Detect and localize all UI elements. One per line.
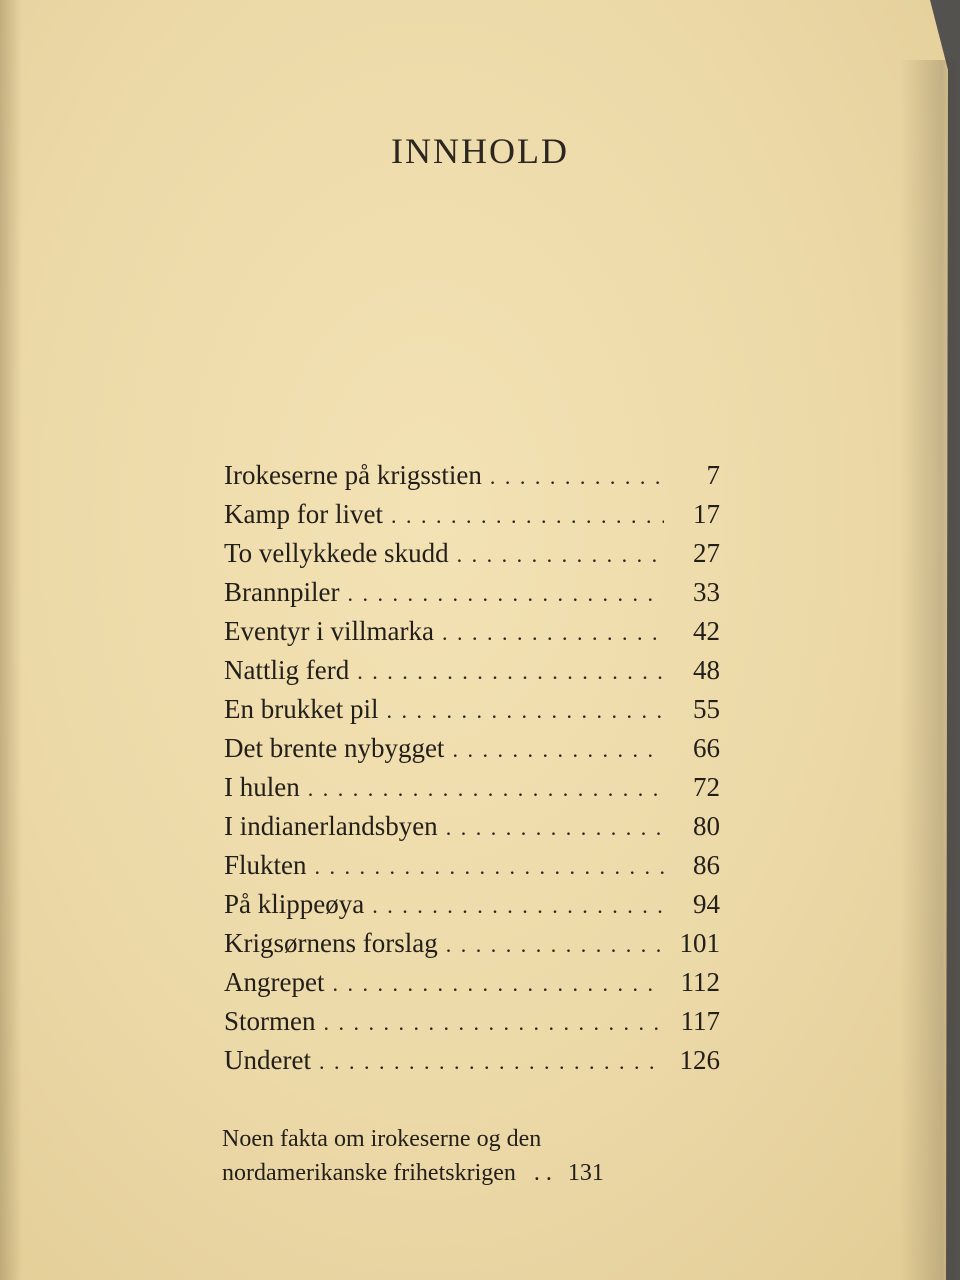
toc-entry <box>224 928 720 967</box>
toc-entry-label: Eventyr i villmarka <box>224 616 434 646</box>
toc-entry-label: Flukten <box>224 850 307 880</box>
table-of-contents <box>224 460 720 1084</box>
toc-entry-page: 66 <box>693 733 720 763</box>
dot-leader <box>347 581 664 607</box>
binding-shadow <box>0 0 22 1280</box>
toc-entry-label: Kamp for livet <box>224 499 383 529</box>
toc-entry <box>224 1006 720 1045</box>
toc-entry <box>224 577 720 616</box>
toc-entry <box>224 694 720 733</box>
dot-leader <box>357 659 664 685</box>
toc-entry-page: 94 <box>693 889 720 919</box>
dot-leader <box>319 1049 664 1075</box>
appendix-entry <box>222 1122 702 1190</box>
toc-entry-page: 126 <box>679 1045 720 1075</box>
toc-entry-page: 42 <box>693 616 720 646</box>
toc-entry <box>224 616 720 655</box>
toc-entry-page: 27 <box>693 538 720 568</box>
toc-entry-label: Krigsørnens forslag <box>224 928 438 958</box>
dot-leader <box>457 542 664 568</box>
toc-entry-label: Irokeserne på krigsstien <box>224 460 482 490</box>
toc-entry <box>224 772 720 811</box>
toc-entry-label: I hulen <box>224 772 300 802</box>
toc-entry-label: Angrepet <box>224 967 325 997</box>
dot-leader <box>386 698 664 724</box>
appendix-line-2 <box>222 1156 702 1190</box>
appendix-page: 131 <box>567 1160 604 1186</box>
toc-entry <box>224 460 720 499</box>
toc-entry <box>224 1045 720 1084</box>
toc-entry-label: På klippeøya <box>224 889 365 919</box>
dot-leader <box>308 776 664 802</box>
toc-entry-page: 80 <box>693 811 720 841</box>
dot-leader <box>452 737 664 763</box>
page-edge-shadow <box>900 60 960 1280</box>
toc-entry-label: To vellykkede skudd <box>224 538 449 568</box>
toc-entry <box>224 850 720 889</box>
toc-entry-label: Stormen <box>224 1006 316 1036</box>
toc-entry-page: 117 <box>680 1006 720 1036</box>
dot-leader <box>324 1010 665 1036</box>
toc-entry-label: I indianerlandsbyen <box>224 811 438 841</box>
dot-leader <box>446 815 664 841</box>
dot-leader <box>332 971 664 997</box>
dot-leader <box>446 932 664 958</box>
toc-entry-page: 86 <box>693 850 720 880</box>
toc-entry-label: Brannpiler <box>224 577 340 607</box>
toc-entry <box>224 889 720 928</box>
toc-entry <box>224 967 720 1006</box>
appendix-line-1: Noen fakta om irokeserne og den <box>222 1126 542 1152</box>
dot-leader <box>315 854 664 880</box>
appendix-label: nordamerikanske frihetskrigen <box>222 1160 516 1186</box>
toc-entry-page: 55 <box>693 694 720 724</box>
toc-entry-label: Nattlig ferd <box>224 655 350 685</box>
toc-entry-label: En brukket pil <box>224 694 379 724</box>
dot-leader: .. <box>533 1160 558 1186</box>
toc-entry <box>224 499 720 538</box>
toc-entry <box>224 733 720 772</box>
dot-leader <box>490 464 664 490</box>
toc-entry <box>224 811 720 850</box>
toc-entry <box>224 538 720 577</box>
toc-entry-page: 17 <box>693 499 720 529</box>
dot-leader <box>442 620 664 646</box>
toc-entry-page: 33 <box>693 577 720 607</box>
toc-entry <box>224 655 720 694</box>
toc-entry-label: Det brente nybygget <box>224 733 445 763</box>
toc-entry-page: 7 <box>706 460 720 490</box>
toc-entry-page: 72 <box>693 772 720 802</box>
dot-leader <box>391 503 664 529</box>
page-title: INNHOLD <box>391 131 569 171</box>
toc-entry-page: 112 <box>680 967 720 997</box>
toc-entry-page: 101 <box>679 928 720 958</box>
toc-entry-label: Underet <box>224 1045 311 1075</box>
toc-entry-page: 48 <box>693 655 720 685</box>
dot-leader <box>372 893 664 919</box>
